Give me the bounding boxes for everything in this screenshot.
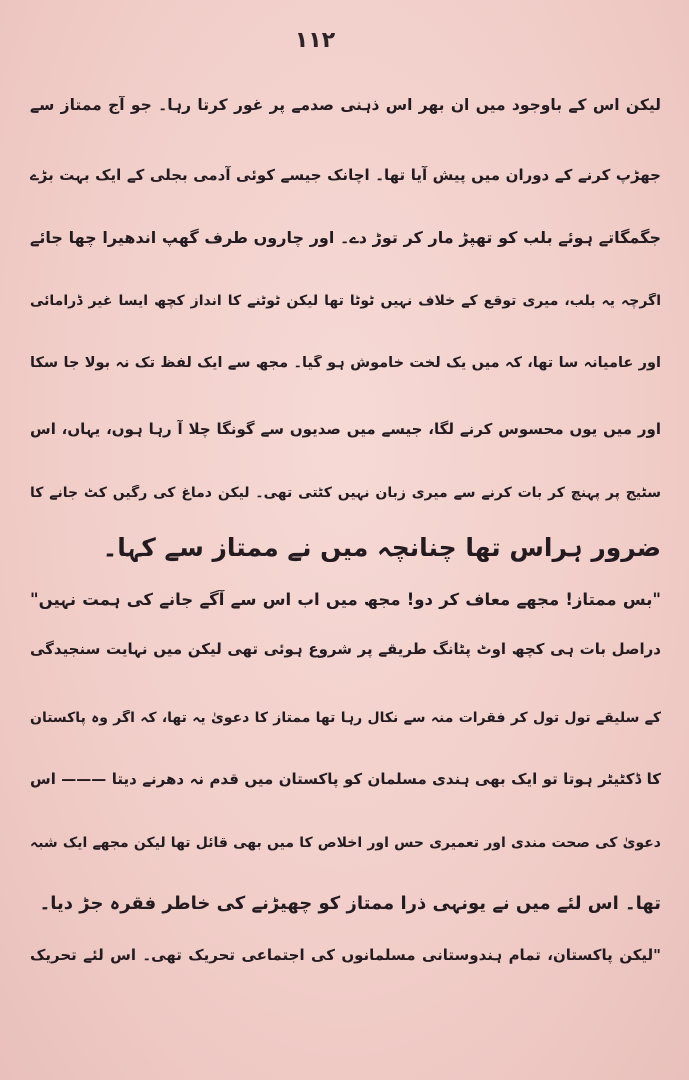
text-line-14: تھا۔ اس لئے میں نے یونہی ذرا ممتاز کو چھیڑنے کی خاطر فقرہ جڑ دیا۔ (39, 893, 661, 914)
text-line-15: "لیکن پاکستان، تمام ہندوستانی مسلمانوں کی اجتماعی تحریک تھی۔ اس لئے تحریک (30, 946, 661, 964)
text-line-10: دراصل بات ہی کچھ اوٹ پٹانگ طریقے پر شروع ہوئی تھی لیکن میں نہایت سنجیدگی (30, 640, 661, 658)
text-line-6: اور میں یوں محسوس کرنے لگا، جیسے میں صدیوں سے گونگا چلا آ رہا ہوں، یہاں، اس (30, 420, 661, 438)
page-number: ۱۱۲ (294, 28, 336, 53)
text-line-1: لیکن اس کے باوجود میں ان بھر اس ذہنی صدمے پر غور کرتا رہا۔ جو آج ممتاز سے (30, 96, 661, 114)
text-line-11: کے سلیقے تول تول کر فقرات منہ سے نکال رہا تھا ممتاز کا دعویٰ یہ تھا، کہ اگر وہ پاکستان (30, 710, 661, 726)
text-line-12: کا ڈکٹیٹر ہوتا تو ایک بھی ہندی مسلمان کو پاکستان میں قدم نہ دھرنے دیتا ——— اس (30, 770, 661, 788)
text-line-4: اگرچہ یہ بلب، میری توقع کے خلاف نہیں ٹوٹا تھا لیکن ٹوٹنے کا انداز کچھ ایسا غیر ڈرامائی (30, 293, 661, 309)
text-line-8: ضرور ہراس تھا چنانچہ میں نے ممتاز سے کہا۔ (102, 533, 661, 562)
text-line-2: جھڑپ کرنے کے دوران میں پیش آیا تھا۔ اچانک جیسے کوئی آدمی بجلی کے ایک بہت بڑے (30, 166, 661, 184)
text-line-9: "بس ممتاز! مجھے معاف کر دو! مجھ میں اب اس سے آگے جانے کی ہمت نہیں" (30, 590, 661, 609)
text-line-13: دعویٰ کی صحت مندی اور تعمیری حس اور اخلاص کا میں بھی قائل تھا لیکن مجھے ایک شبہ (30, 835, 661, 851)
text-line-5: اور عامیانہ سا تھا، کہ میں یک لخت خاموش ہو گیا۔ مجھ سے ایک لفظ تک نہ بولا جا سکا (30, 355, 661, 371)
text-line-3: جگمگاتے ہوئے بلب کو تھپڑ مار کر توڑ دے۔ اور چاروں طرف گھپ اندھیرا چھا جائے (30, 228, 661, 247)
text-line-7: سٹیج پر پہنچ کر بات کرنے سے میری زبان نہیں کٹتی تھی۔ لیکن دماغ کی رگیں کٹ جانے کا (30, 485, 661, 501)
